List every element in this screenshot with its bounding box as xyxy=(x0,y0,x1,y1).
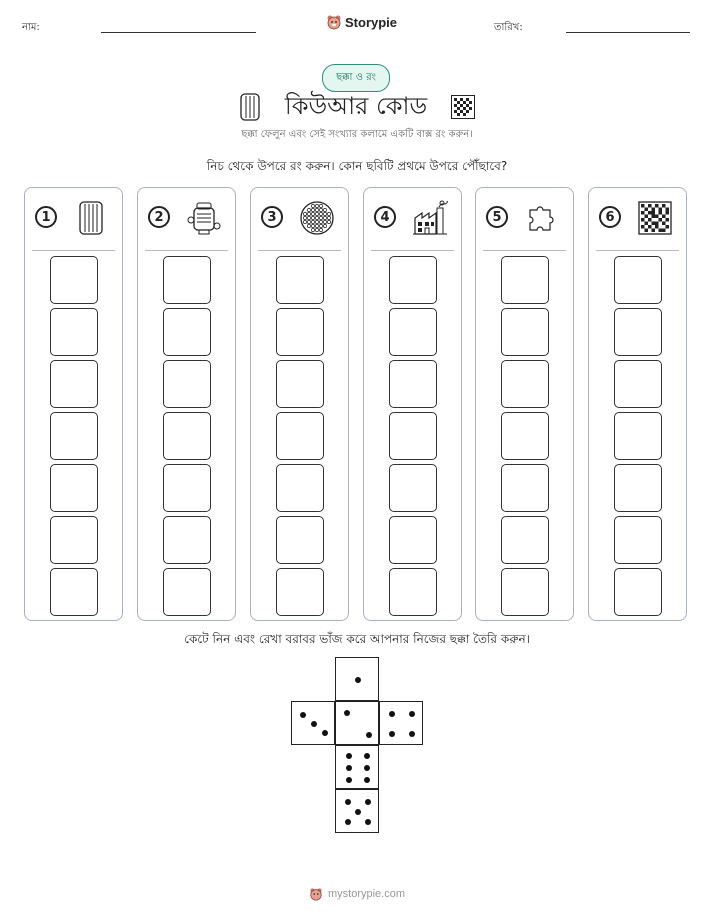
date-label: তারিখ: xyxy=(494,22,523,33)
color-box[interactable] xyxy=(163,568,211,616)
dice-pip xyxy=(346,777,352,783)
dice-pip xyxy=(365,799,371,805)
column-3 xyxy=(250,187,349,621)
color-box[interactable] xyxy=(389,412,437,460)
color-box[interactable] xyxy=(614,308,662,356)
color-box[interactable] xyxy=(50,256,98,304)
dice-pip xyxy=(389,711,395,717)
brand-name: Storypie xyxy=(345,14,398,30)
column-number: 2 xyxy=(148,206,170,228)
color-box[interactable] xyxy=(614,568,662,616)
brand-logo xyxy=(326,14,397,30)
color-box[interactable] xyxy=(276,568,324,616)
name-line[interactable] xyxy=(101,32,256,33)
column-header xyxy=(476,188,573,250)
color-box[interactable] xyxy=(389,256,437,304)
color-box[interactable] xyxy=(50,412,98,460)
column-number: 1 xyxy=(35,206,57,228)
color-box[interactable] xyxy=(614,516,662,564)
dice-face-5 xyxy=(335,789,379,833)
column-5 xyxy=(475,187,574,621)
dice-pip xyxy=(345,819,351,825)
column-number: 4 xyxy=(374,206,396,228)
qr-code-icon xyxy=(637,200,673,236)
column-divider xyxy=(483,250,566,251)
dice-pip xyxy=(389,731,395,737)
storypie-mascot-icon xyxy=(326,14,342,30)
dice-pip xyxy=(322,730,328,736)
column-number: 3 xyxy=(261,206,283,228)
column-header xyxy=(364,188,461,250)
color-box[interactable] xyxy=(163,412,211,460)
storypie-mascot-icon xyxy=(309,887,323,901)
column-divider xyxy=(258,250,341,251)
color-box[interactable] xyxy=(389,568,437,616)
dice-pip xyxy=(409,731,415,737)
dice-pip xyxy=(344,710,350,716)
column-number: 6 xyxy=(599,206,621,228)
column-divider xyxy=(371,250,454,251)
column-header xyxy=(25,188,122,250)
column-header xyxy=(138,188,235,250)
color-box[interactable] xyxy=(50,308,98,356)
color-box[interactable] xyxy=(501,308,549,356)
dice-pip xyxy=(355,677,361,683)
column-2 xyxy=(137,187,236,621)
column-header xyxy=(589,188,686,250)
dice-pip xyxy=(364,777,370,783)
puzzle-piece-icon xyxy=(524,200,560,236)
dice-pip xyxy=(300,712,306,718)
color-box[interactable] xyxy=(501,516,549,564)
page-title xyxy=(0,88,714,128)
dice-pip xyxy=(409,711,415,717)
dice-face-3 xyxy=(291,701,335,745)
dice-face-1 xyxy=(335,657,379,701)
color-box[interactable] xyxy=(389,308,437,356)
dice-pip xyxy=(346,765,352,771)
name-label: নাম: xyxy=(22,22,40,33)
color-box[interactable] xyxy=(163,464,211,512)
subtitle: ছক্কা ফেলুন এবং সেই সংখ্যার কলামে একটি বাক্স রং করুন। xyxy=(241,129,473,140)
dice-pip xyxy=(311,721,317,727)
factory-icon xyxy=(412,200,448,236)
column-divider xyxy=(145,250,228,251)
tire-icon xyxy=(239,93,261,121)
color-box[interactable] xyxy=(501,568,549,616)
color-box[interactable] xyxy=(614,256,662,304)
color-box[interactable] xyxy=(163,256,211,304)
color-box[interactable] xyxy=(501,412,549,460)
color-box[interactable] xyxy=(276,308,324,356)
color-box[interactable] xyxy=(501,360,549,408)
cut-instruction: কেটে নিন এবং রেখা বরাবর ভাঁজ করে আপনার নিজের ছক্কা তৈরি করুন। xyxy=(184,632,530,646)
color-box[interactable] xyxy=(276,464,324,512)
tire-icon xyxy=(73,200,109,236)
dice-pip xyxy=(345,799,351,805)
color-box[interactable] xyxy=(50,360,98,408)
color-box[interactable] xyxy=(163,360,211,408)
dice-face-6 xyxy=(335,745,379,789)
footer xyxy=(0,887,714,901)
color-box[interactable] xyxy=(389,516,437,564)
dotted-circle-icon xyxy=(299,200,335,236)
color-box[interactable] xyxy=(276,360,324,408)
footer-url: mystorypie.com xyxy=(327,888,406,900)
color-box[interactable] xyxy=(163,308,211,356)
dice-pip xyxy=(365,819,371,825)
color-box[interactable] xyxy=(50,568,98,616)
color-box[interactable] xyxy=(501,256,549,304)
dice-pip xyxy=(364,765,370,771)
activity-tag: ছক্কা ও রং xyxy=(322,64,390,92)
column-header xyxy=(251,188,348,250)
column-number: 5 xyxy=(486,206,508,228)
dice-pip xyxy=(346,753,352,759)
color-box[interactable] xyxy=(614,412,662,460)
color-box[interactable] xyxy=(163,516,211,564)
color-box[interactable] xyxy=(276,412,324,460)
dice-pip xyxy=(355,809,361,815)
instruction: নিচ থেকে উপরে রং করুন। কোন ছবিটি প্রথমে উপরে পৌঁছাবে? xyxy=(206,159,508,173)
column-divider xyxy=(596,250,679,251)
title-text: কিউআর কোড xyxy=(284,92,428,120)
color-box[interactable] xyxy=(50,464,98,512)
color-box[interactable] xyxy=(50,516,98,564)
date-line[interactable] xyxy=(566,32,690,33)
engine-icon xyxy=(186,200,222,236)
column-divider xyxy=(32,250,115,251)
dice-face-4 xyxy=(379,701,423,745)
color-box[interactable] xyxy=(501,464,549,512)
column-4 xyxy=(363,187,462,621)
color-box[interactable] xyxy=(276,256,324,304)
color-box[interactable] xyxy=(614,464,662,512)
dice-pip xyxy=(364,753,370,759)
dice-pip xyxy=(366,732,372,738)
color-box[interactable] xyxy=(389,464,437,512)
dice-face-2 xyxy=(335,701,379,745)
column-1 xyxy=(24,187,123,621)
color-box[interactable] xyxy=(389,360,437,408)
color-box[interactable] xyxy=(276,516,324,564)
color-box[interactable] xyxy=(614,360,662,408)
column-6 xyxy=(588,187,687,621)
qr-code-icon xyxy=(451,95,475,119)
